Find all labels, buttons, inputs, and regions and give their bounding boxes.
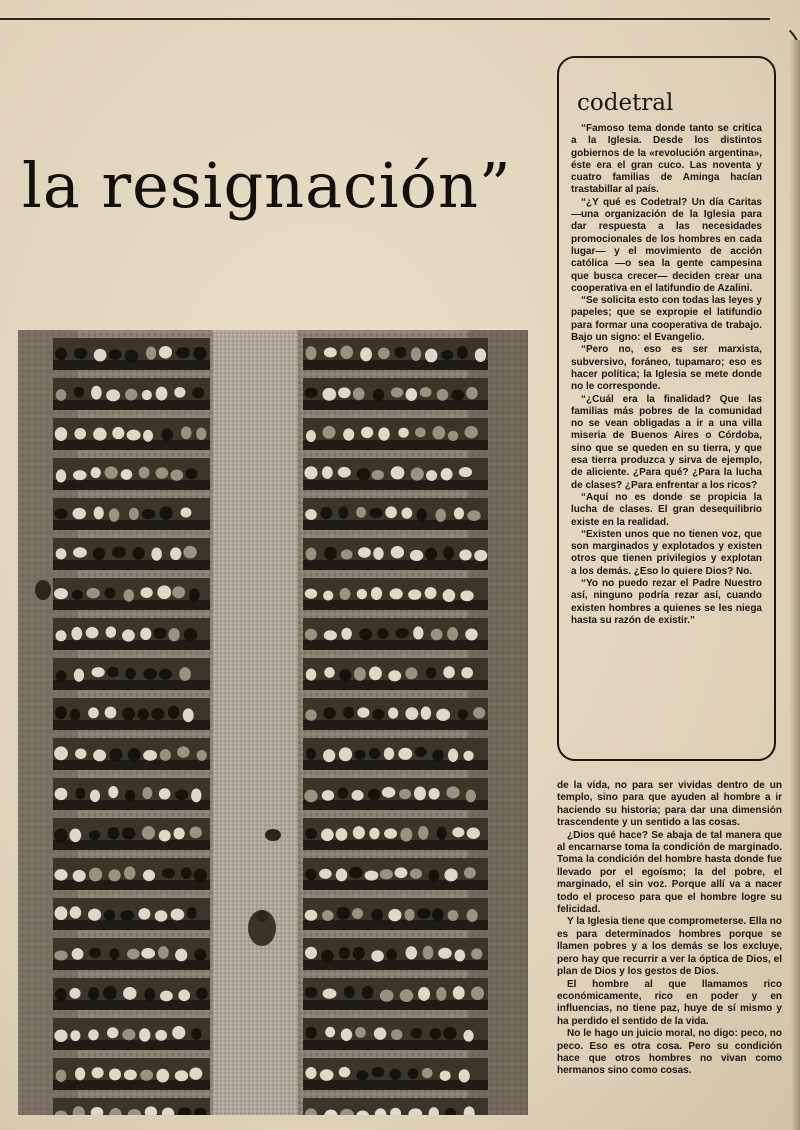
page-edge <box>790 40 800 1130</box>
top-rule <box>0 18 770 20</box>
sidebar-paragraph: “Famoso tema donde tanto se critica a la Iglesia. Desde los distintos gobiernos de la «revolución argentina», éste era el gran cuco. Las noventa y cuatro familias de Aminga hacían trastabillar al país. <box>571 123 762 196</box>
sidebar-paragraph: “Yo no puedo rezar el Padre Nuestro así, ninguno podría rezar así, cuando existen hombres a quienes se les niega hasta su razón de existir.” <box>571 577 762 626</box>
sidebar-paragraph: “Pero no, eso es ser marxista, subversivo, foráneo, tupamaro; eso es hacer política; la Iglesia se mete donde no le corresponde. <box>571 344 762 393</box>
body-paragraph: Y la Iglesia tiene que comprometerse. Ella no es para determinados hombres porque se llamen pobres y a los demás se los excluye, pero hay que recurrir a ver la óptica de Dios, el plan de Dios y los gestos de Dios. <box>557 916 782 978</box>
sidebar-paragraph: “Se solicita esto con todas las leyes y papeles; que se expropie el latifundio para formar una cooperativa de trabajo. Bajo un signo: el Evangelio. <box>571 295 762 344</box>
sidebar-title: codetral <box>577 90 674 116</box>
sidebar-paragraph: “Existen unos que no tienen voz, que son marginados y explotados y existen otros que tienen privilegios y explotan a los demás. ¿Eso lo quiere Dios? No. <box>571 528 762 577</box>
body-text-column <box>557 780 782 1078</box>
sidebar-paragraph: “Aquí no es donde se propicia la lucha de clases. El gran desequilibrio existe en la realidad. <box>571 491 762 528</box>
church-aerial-photo <box>18 330 528 1115</box>
body-paragraph: ¿Dios qué hace? Se abaja de tal manera que al encarnarse toma la condición de marginado. Toma la condición del hombre hasta donde fue llevado por el egoísmo; la del pobre, el marginado, el sin voz. Porque allí va a nacer todo el proceso para que el hombre logre su felicidad. <box>557 829 782 916</box>
sidebar-text <box>571 123 762 627</box>
headline: la resignación” <box>22 149 512 222</box>
sidebar-paragraph: “¿Cuál era la finalidad? Que las familias más pobres de la comunidad no se vean obligadas a ir a una villa miseria de Buenos Aires o Córdoba, sino que se queden en su tierra, y que esa tierra produzca y sirva de ejemplo, de aliciente. ¿Para qué? ¿Para la lucha de clases? ¿Para enfrentar a los ricos? <box>571 393 762 491</box>
body-paragraph: El hombre al que llamamos rico económicamente, rico en poder y en influencias, no tiene paz, huye de sí mismo y ha perdido el sentido de la vida. <box>557 978 782 1027</box>
codetral-sidebar <box>557 56 776 761</box>
sidebar-paragraph: “¿Y qué es Codetral? Un día Caritas —una organización de la Iglesia para dar respuesta a las necesidades promocionales de los hombres en cada lugar— y el movimiento de acción católica —o sea la gente campesina que busca crecer— deciden crear una cooperativa en el latifundio de Azalini. <box>571 196 762 294</box>
photo-illustration <box>18 330 528 1115</box>
body-paragraph: No le hago un juicio moral, no digo: peco, no peco. Eso es otra cosa. Pero su condición hace que otros hombres no vivan como hermanos sino como cosas. <box>557 1028 782 1077</box>
body-paragraph: de la vida, no para ser vividas dentro de un templo, sino para que ayuden al hombre a ir haciendo su historia; para dar una dimensión trascendente y un sentido a las cosas. <box>557 780 782 829</box>
